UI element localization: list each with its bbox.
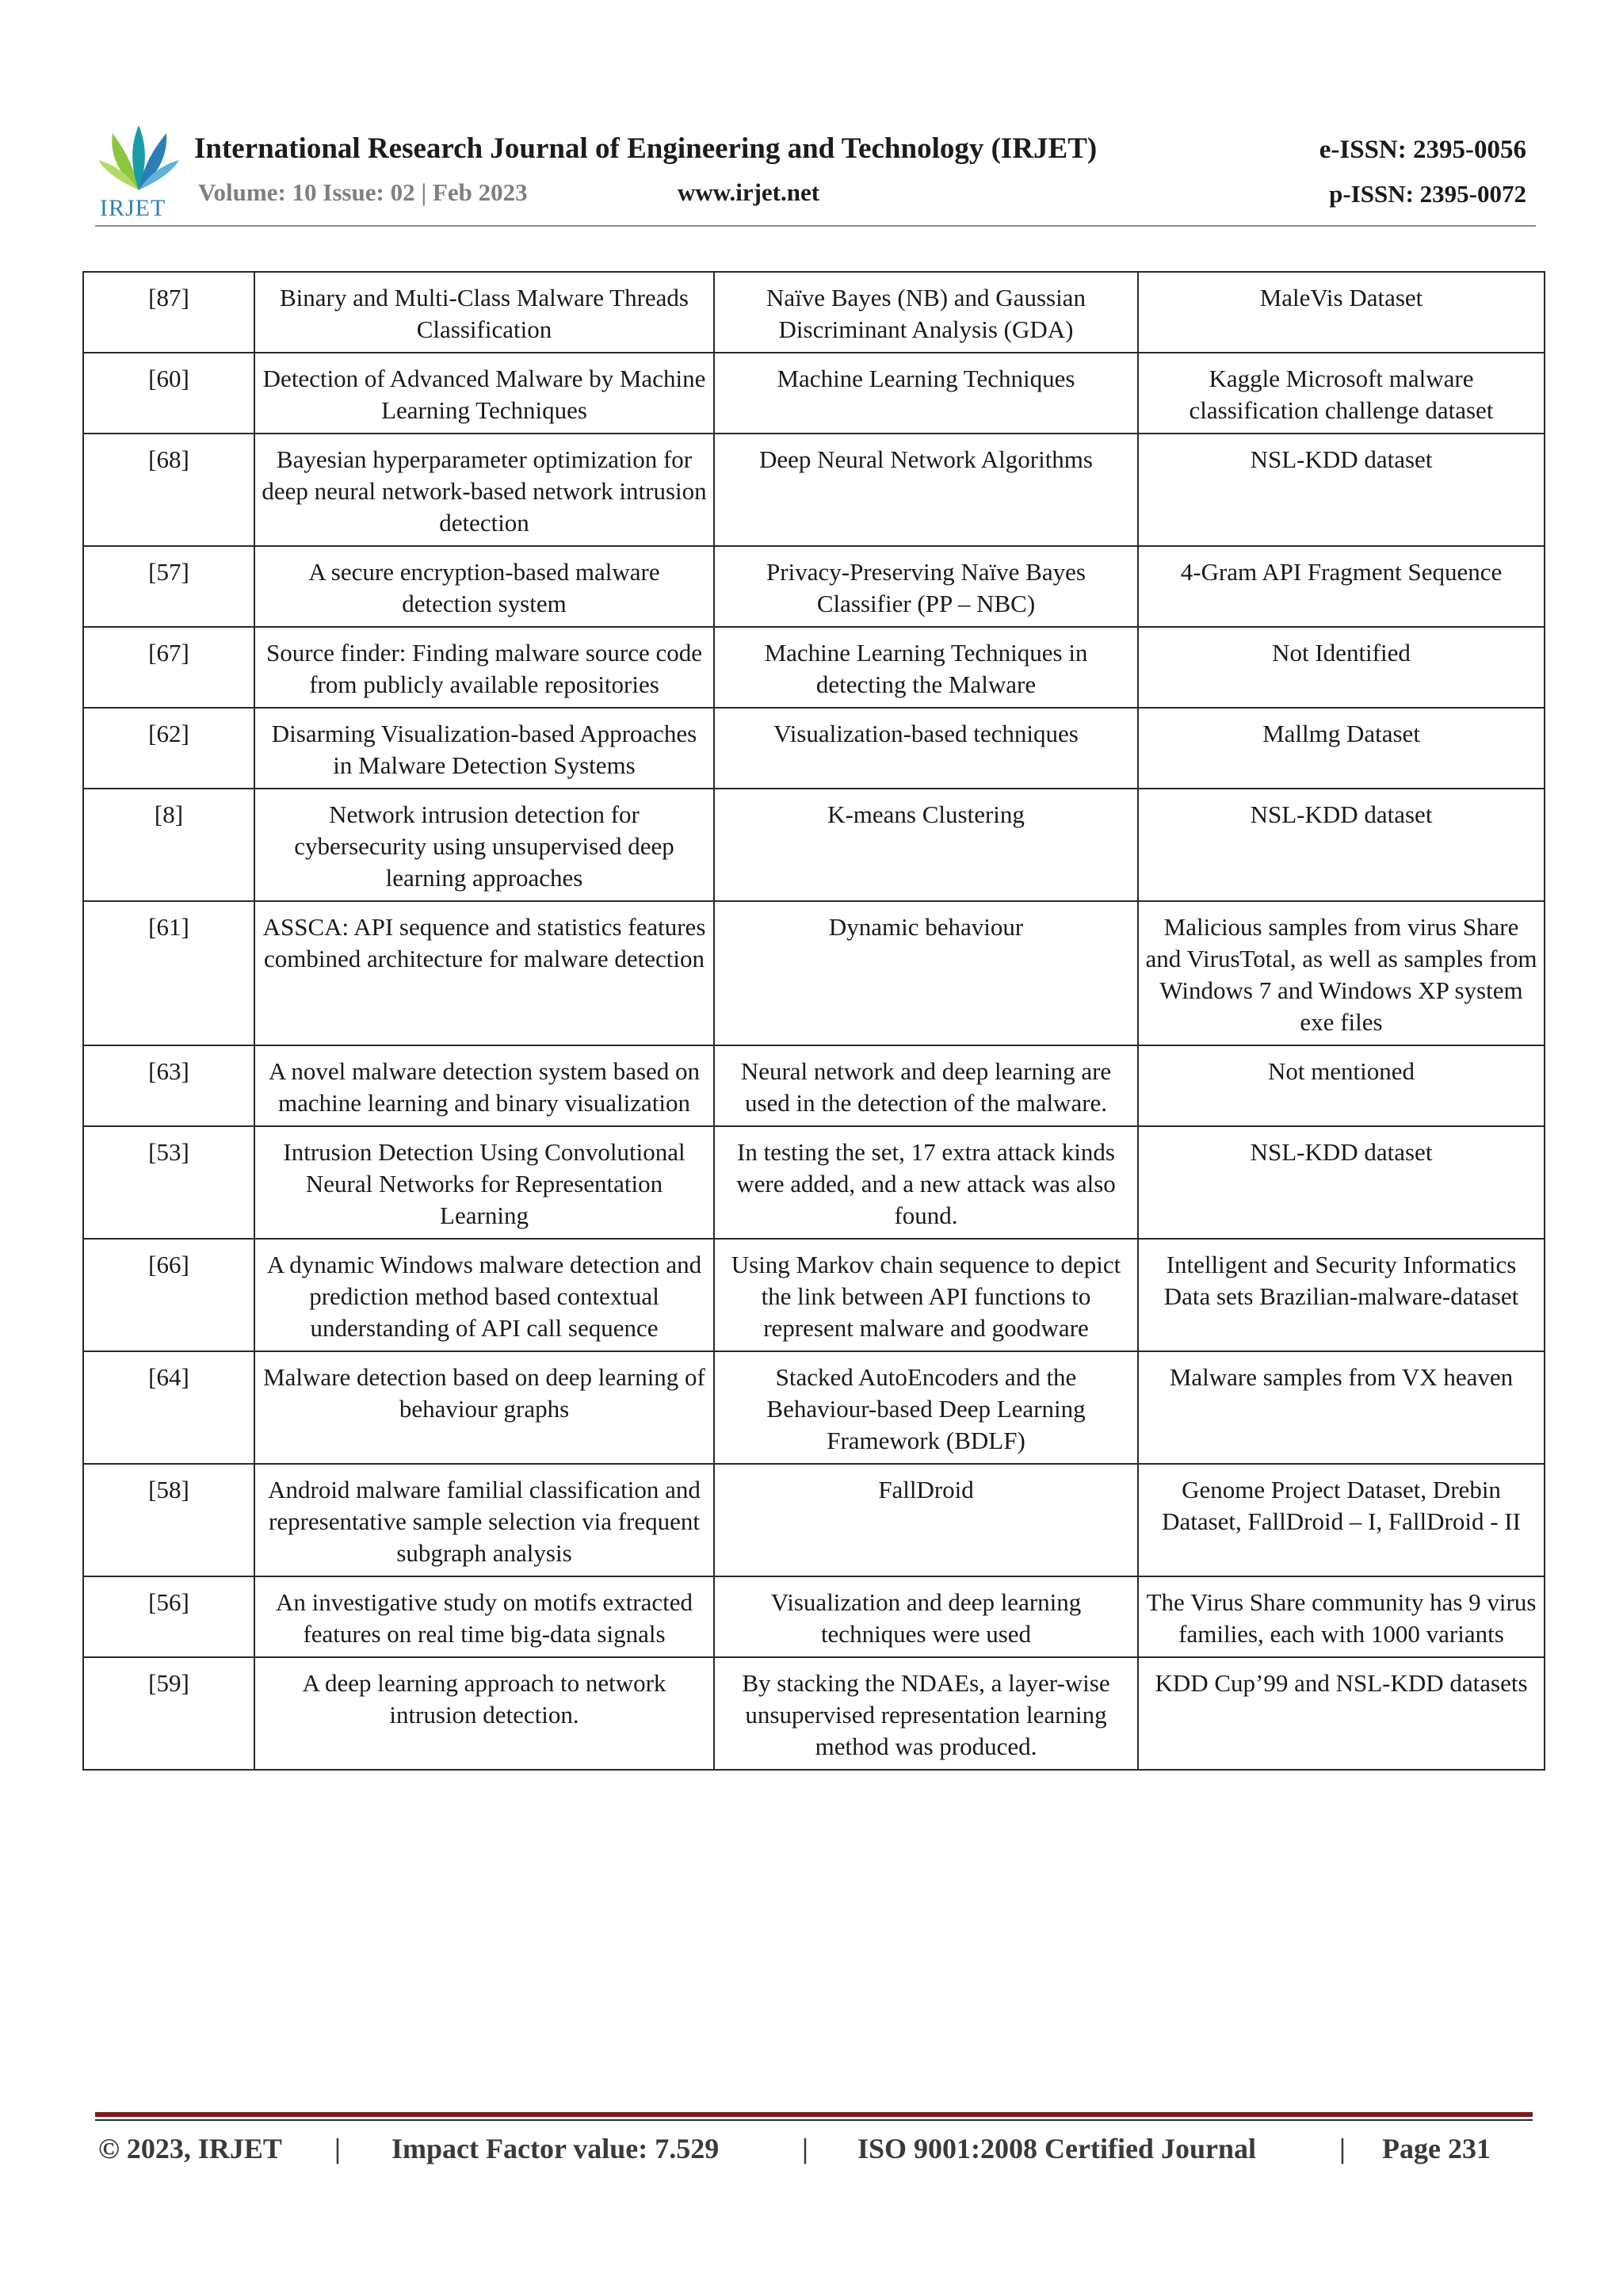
technique: Privacy-Preserving Naïve Bayes Classifier (PP – NBC) xyxy=(714,546,1138,627)
footer-separator: | xyxy=(802,2133,808,2164)
ref-id: [87] xyxy=(83,272,254,353)
header-divider xyxy=(95,225,1536,227)
ref-id: [67] xyxy=(83,627,254,708)
dataset: Intelligent and Security Informatics Data sets Brazilian-malware-dataset xyxy=(1138,1239,1545,1351)
technique: Naïve Bayes (NB) and Gaussian Discriminant Analysis (GDA) xyxy=(714,272,1138,353)
ref-id: [53] xyxy=(83,1126,254,1239)
ref-id: [57] xyxy=(83,546,254,627)
paper-title: ASSCA: API sequence and statistics features combined architecture for malware detection xyxy=(254,901,714,1045)
dataset: MaleVis Dataset xyxy=(1138,272,1545,353)
paper-title: Network intrusion detection for cybersecurity using unsupervised deep learning approaches xyxy=(254,789,714,901)
paper-title: Binary and Multi-Class Malware Threads Classification xyxy=(254,272,714,353)
table-row xyxy=(83,627,1545,708)
technique: Machine Learning Techniques in detecting the Malware xyxy=(714,627,1138,708)
eissn: e-ISSN: 2395-0056 xyxy=(1319,136,1526,164)
technique: K-means Clustering xyxy=(714,789,1138,901)
technique: Visualization and deep learning techniques were used xyxy=(714,1576,1138,1657)
paper-title: Intrusion Detection Using Convolutional Neural Networks for Representation Learning xyxy=(254,1126,714,1239)
technique: Visualization-based techniques xyxy=(714,708,1138,789)
dataset: KDD Cup’99 and NSL-KDD datasets xyxy=(1138,1657,1545,1770)
table-row xyxy=(83,1126,1545,1239)
footer-copyright: © 2023, IRJET xyxy=(98,2133,282,2164)
table-row xyxy=(83,901,1545,1045)
paper-title: Android malware familial classification and representative sample selection via frequent subgraph analysis xyxy=(254,1464,714,1576)
dataset: NSL-KDD dataset xyxy=(1138,434,1545,546)
dataset: Malicious samples from virus Share and VirusTotal, as well as samples from Windows 7 and Windows XP system exe files xyxy=(1138,901,1545,1045)
paper-title: Disarming Visualization-based Approaches in Malware Detection Systems xyxy=(254,708,714,789)
page-header xyxy=(95,111,1536,230)
logo-text: IRJET xyxy=(100,195,166,221)
technique: Using Markov chain sequence to depict the link between API functions to represent malware and goodware xyxy=(714,1239,1138,1351)
table-row xyxy=(83,1464,1545,1576)
technique: FallDroid xyxy=(714,1464,1138,1576)
paper-title: Bayesian hyperparameter optimization for deep neural network-based network intrusion detection xyxy=(254,434,714,546)
paper-title: Detection of Advanced Malware by Machine Learning Techniques xyxy=(254,353,714,434)
footer-separator: | xyxy=(334,2133,341,2164)
table-row xyxy=(83,353,1545,434)
technique: In testing the set, 17 extra attack kinds were added, and a new attack was also found. xyxy=(714,1126,1138,1239)
irjet-logo xyxy=(95,119,182,222)
table-row xyxy=(83,546,1545,627)
technique: Neural network and deep learning are used in the detection of the malware. xyxy=(714,1045,1138,1126)
paper-title: Source finder: Finding malware source code from publicly available repositories xyxy=(254,627,714,708)
table-row xyxy=(83,1239,1545,1351)
dataset: NSL-KDD dataset xyxy=(1138,789,1545,901)
table-row xyxy=(83,434,1545,546)
table-row xyxy=(83,789,1545,901)
volume-issue: Volume: 10 Issue: 02 | Feb 2023 xyxy=(198,178,528,206)
ref-id: [8] xyxy=(83,789,254,901)
dataset: Not Identified xyxy=(1138,627,1545,708)
journal-title: International Research Journal of Engineering and Technology (IRJET) xyxy=(194,132,1098,165)
ref-id: [62] xyxy=(83,708,254,789)
ref-id: [56] xyxy=(83,1576,254,1657)
reference-table xyxy=(82,271,1545,1771)
paper-title: A deep learning approach to network intrusion detection. xyxy=(254,1657,714,1770)
ref-id: [59] xyxy=(83,1657,254,1770)
dataset: Kaggle Microsoft malware classification challenge dataset xyxy=(1138,353,1545,434)
footer-divider-thick xyxy=(95,2112,1533,2117)
footer-impact-factor: Impact Factor value: 7.529 xyxy=(391,2133,720,2164)
dataset: Genome Project Dataset, Drebin Dataset, FallDroid – I, FallDroid - II xyxy=(1138,1464,1545,1576)
dataset: NSL-KDD dataset xyxy=(1138,1126,1545,1239)
table-row xyxy=(83,708,1545,789)
dataset: Malware samples from VX heaven xyxy=(1138,1351,1545,1464)
page-footer xyxy=(98,2132,1533,2172)
paper-title: A dynamic Windows malware detection and prediction method based contextual understanding of API call sequence xyxy=(254,1239,714,1351)
dataset: 4-Gram API Fragment Sequence xyxy=(1138,546,1545,627)
technique: By stacking the NDAEs, a layer-wise unsupervised representation learning method was produced. xyxy=(714,1657,1138,1770)
footer-separator: | xyxy=(1339,2133,1346,2164)
dataset: The Virus Share community has 9 virus families, each with 1000 variants xyxy=(1138,1576,1545,1657)
ref-id: [68] xyxy=(83,434,254,546)
technique: Stacked AutoEncoders and the Behaviour-based Deep Learning Framework (BDLF) xyxy=(714,1351,1138,1464)
table-row xyxy=(83,272,1545,353)
footer-iso: ISO 9001:2008 Certified Journal xyxy=(857,2133,1256,2164)
paper-title: A novel malware detection system based on machine learning and binary visualization xyxy=(254,1045,714,1126)
technique: Deep Neural Network Algorithms xyxy=(714,434,1138,546)
table-row xyxy=(83,1045,1545,1126)
ref-id: [60] xyxy=(83,353,254,434)
table-row xyxy=(83,1351,1545,1464)
table-row xyxy=(83,1576,1545,1657)
technique: Dynamic behaviour xyxy=(714,901,1138,1045)
table-row xyxy=(83,1657,1545,1770)
technique: Machine Learning Techniques xyxy=(714,353,1138,434)
footer-divider-thin xyxy=(95,2119,1533,2121)
paper-title: An investigative study on motifs extracted features on real time big-data signals xyxy=(254,1576,714,1657)
ref-id: [58] xyxy=(83,1464,254,1576)
dataset: Mallmg Dataset xyxy=(1138,708,1545,789)
ref-id: [63] xyxy=(83,1045,254,1126)
footer-page-number: Page 231 xyxy=(1382,2133,1491,2164)
dataset: Not mentioned xyxy=(1138,1045,1545,1126)
ref-id: [64] xyxy=(83,1351,254,1464)
ref-id: [61] xyxy=(83,901,254,1045)
journal-website[interactable]: www.irjet.net xyxy=(678,178,820,206)
pissn: p-ISSN: 2395-0072 xyxy=(1329,180,1526,208)
paper-title: A secure encryption-based malware detection system xyxy=(254,546,714,627)
paper-title: Malware detection based on deep learning of behaviour graphs xyxy=(254,1351,714,1464)
ref-id: [66] xyxy=(83,1239,254,1351)
logo-leaf-icon xyxy=(95,119,182,198)
